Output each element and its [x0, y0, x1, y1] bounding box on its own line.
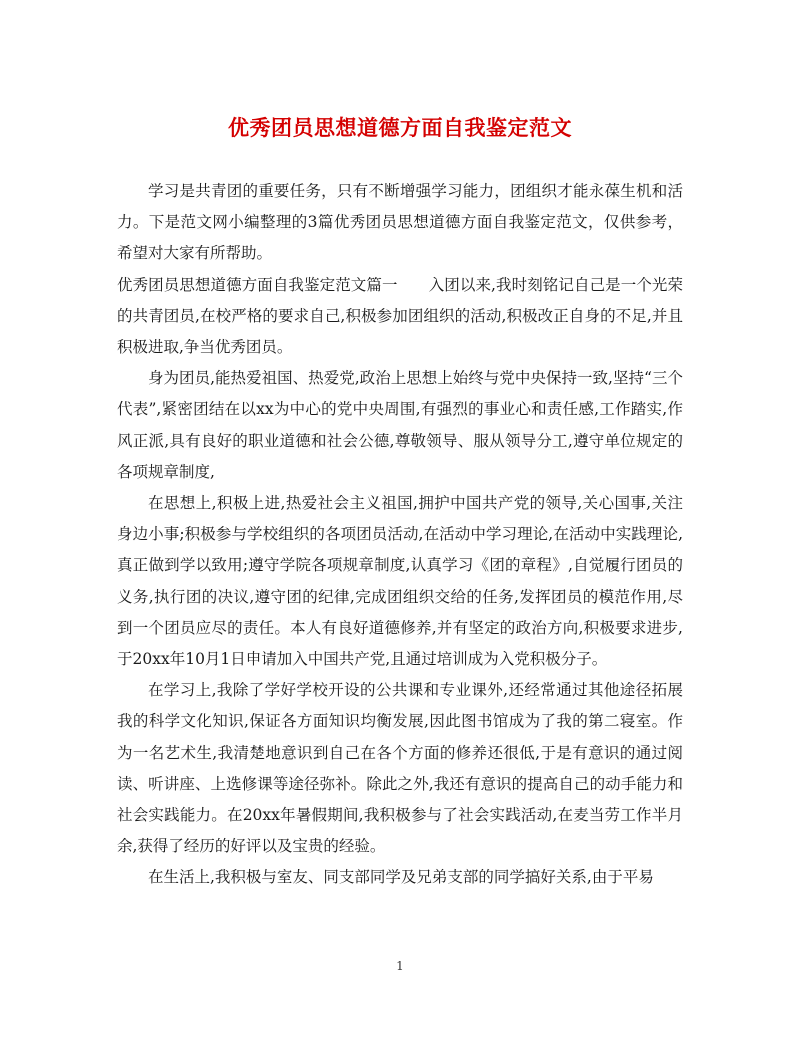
paragraph-article-one: 优秀团员思想道德方面自我鉴定范文篇一 入团以来,我时刻铭记自己是一个光荣的共青团员,在校严格的要求自己,积极参加团组织的活动,积极改正自身的不足,并且积极进取,争当优秀团员。: [117, 275, 683, 357]
paragraph-life: 在生活上,我积极与室友、同支部同学及兄弟支部的同学搞好关系,由于平易: [148, 868, 654, 887]
page-number: 1: [396, 959, 404, 973]
paragraph-political-stance: 身为团员,能热爱祖国、热爱党,政治上思想上始终与党中央保持一致,坚持“三个代表”,紧密团结在以xx为中心的党中央周围,有强烈的事业心和责任感,工作踏实,作风正派,具有良好的职业道德和社会公德,尊敬领导、服从领导分工,遵守单位规定的各项规章制度,: [117, 369, 683, 481]
paragraph-ideology: 在思想上,积极上进,热爱社会主义祖国,拥护中国共产党的领导,关心国事,关注身边小事;积极参与学校组织的各项团员活动,在活动中学习理论,在活动中实践理论,真正做到学以致用;遵守学院各项规章制度,认真学习《团的章程》,自觉履行团员的义务,执行团的决议,遵守团的纪律,完成团组织交给的任务,发挥团员的模范作用,尽到一个团员应尽的责任。本人有良好道德修养,并有坚定的政治方向,积极要求进步,于20xx年10月1日申请加入中国共产党,且通过培训成为入党积极分子。: [117, 494, 683, 669]
paragraph-intro: 学习是共青团的重要任务，只有不断增强学习能力，团组织才能永葆生机和活力。下是范文网小编整理的3篇优秀团员思想道德方面自我鉴定范文，仅供参考，希望对大家有所帮助。: [117, 182, 683, 263]
document-body: [117, 176, 683, 894]
document-title: 优秀团员思想道德方面自我鉴定范文: [228, 115, 572, 140]
paragraph-study: 在学习上,我除了学好学校开设的公共课和专业课外,还经常通过其他途径拓展我的科学文化知识,保证各方面知识均衡发展,因此图书馆成为了我的第二寝室。作为一名艺术生,我清楚地意识到自己在各个方面的修养还很低,于是有意识的通过阅读、听讲座、上选修课等途径弥补。除此之外,我还有意识的提高自己的动手能力和社会实践能力。在20xx年暑假期间,我积极参与了社会实践活动,在麦当劳工作半月余,获得了经历的好评以及宝贵的经验。: [117, 681, 683, 856]
